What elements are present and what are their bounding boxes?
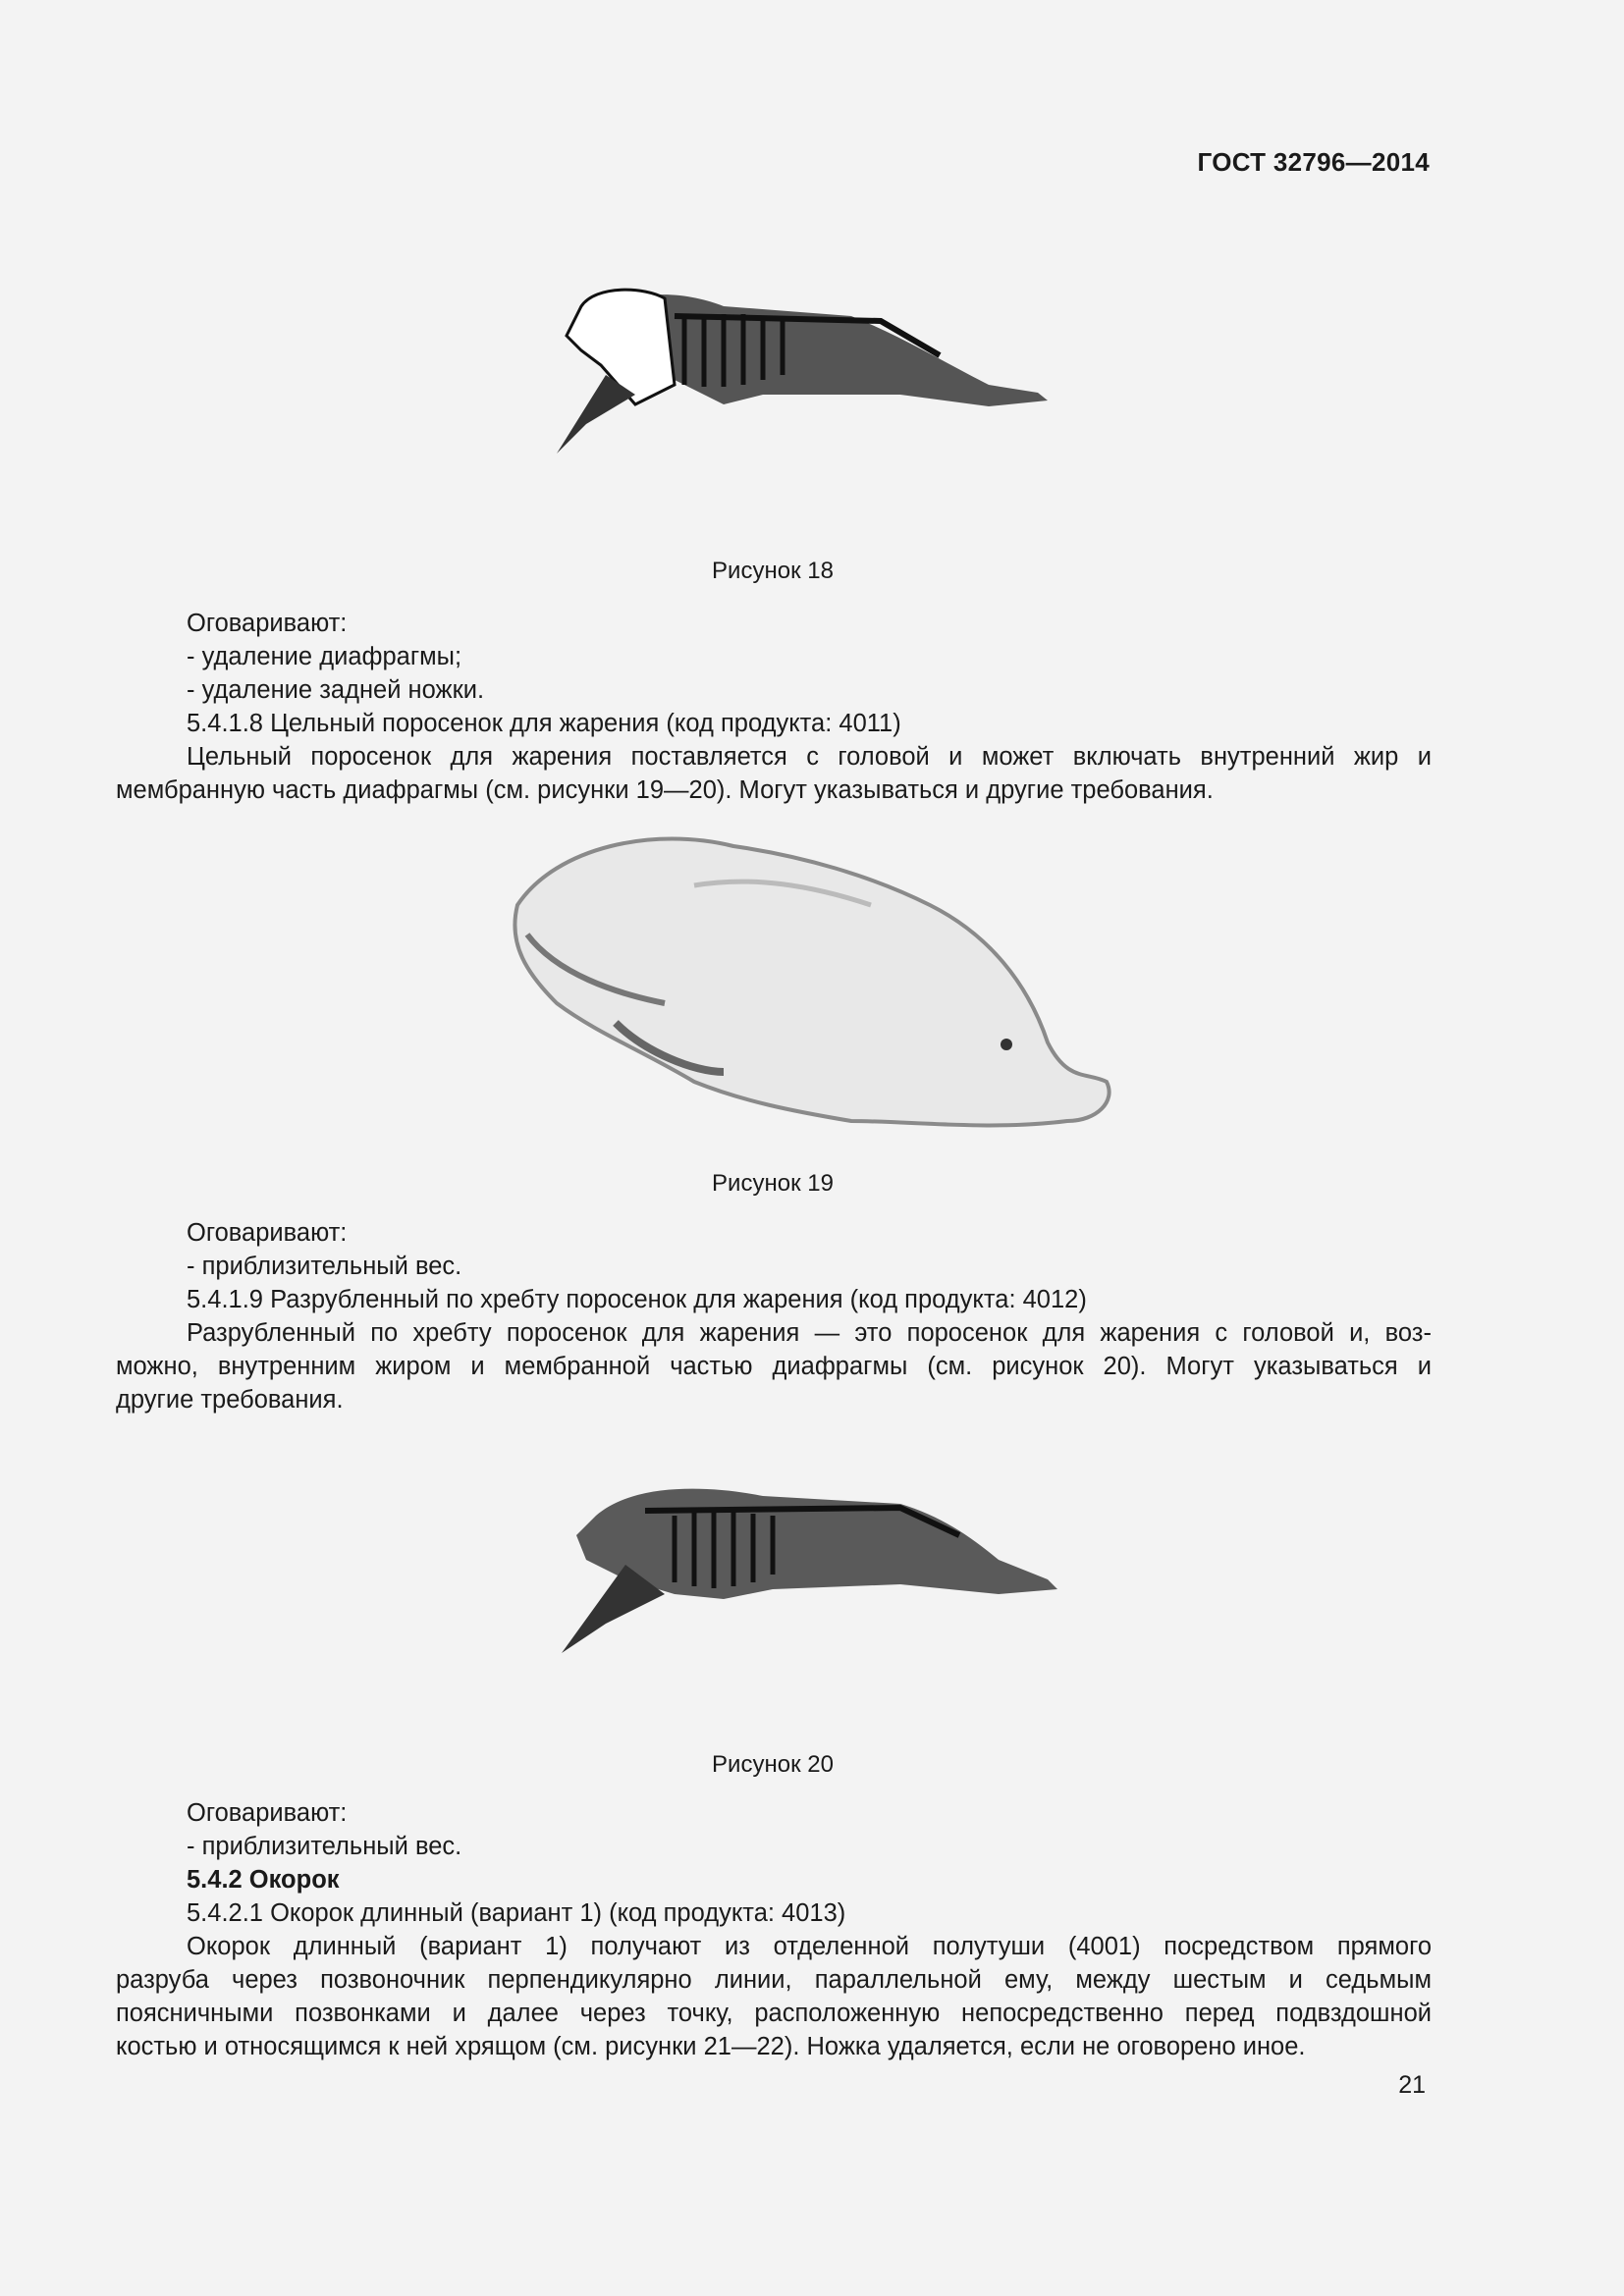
clause-heading-5-4-1-9: 5.4.1.9 Разрубленный по хребту поросенок для жарения (код продукта: 4012) [187, 1286, 1087, 1313]
paragraph-line: Окорок длинный (вариант 1) получают из отделенной полутуши (4001) посредством прямого [187, 1933, 1432, 1960]
paragraph-line: мембранную часть диафрагмы (см. рисунки 19—20). Могут указываться и другие требования. [116, 776, 1214, 804]
paragraph-line: Разрубленный по хребту поросенок для жарения — это поросенок для жарения с головой и, воз- [187, 1319, 1432, 1347]
figure-18-caption: Рисунок 18 [712, 558, 834, 584]
section-2-lead: Оговаривают: [187, 1219, 348, 1247]
figure-20-caption: Рисунок 20 [712, 1751, 834, 1778]
list-item: - удаление задней ножки. [187, 676, 485, 704]
paragraph-line: поясничными позвонками и далее через точку, расположенную непосредственно перед подвздошной [116, 2000, 1432, 2027]
section-3 [116, 1796, 1432, 2063]
list-item: - удаление диафрагмы; [187, 643, 462, 670]
document-standard-header: ГОСТ 32796—2014 [1197, 147, 1430, 177]
paragraph-line: разруба через позвоночник перпендикулярно линии, параллельной ему, между шестым и седьмым [116, 1966, 1432, 1994]
section-2 [116, 1216, 1432, 1416]
list-item: - приблизительный вес. [187, 1253, 462, 1280]
paragraph-line: можно, внутренним жиром и мембранной частью диафрагмы (см. рисунок 20). Могут указываться и [116, 1353, 1432, 1380]
paragraph-line: другие требования. [116, 1386, 344, 1414]
figure-19-caption: Рисунок 19 [712, 1170, 834, 1197]
paragraph-line: Цельный поросенок для жарения поставляется с головой и может включать внутренний жир и [187, 743, 1432, 771]
section-1 [116, 607, 1432, 807]
clause-heading-5-4-2-1: 5.4.2.1 Окорок длинный (вариант 1) (код продукта: 4013) [187, 1899, 846, 1927]
figure-18-image [0, 277, 1624, 483]
figure-19-image [0, 827, 1624, 1150]
list-item: - приблизительный вес. [187, 1833, 462, 1860]
section-1-lead: Оговаривают: [187, 610, 348, 637]
paragraph-line: костью и относящимся к ней хрящом (см. рисунки 21—22). Ножка удаляется, если не оговорено иное. [116, 2033, 1306, 2060]
section-3-lead: Оговаривают: [187, 1799, 348, 1827]
page-number: 21 [1398, 2071, 1426, 2099]
figure-20-image [0, 1467, 1624, 1692]
clause-heading-5-4-1-8: 5.4.1.8 Цельный поросенок для жарения (код продукта: 4011) [187, 710, 901, 737]
subsection-heading-5-4-2: 5.4.2 Окорок [187, 1866, 340, 1894]
